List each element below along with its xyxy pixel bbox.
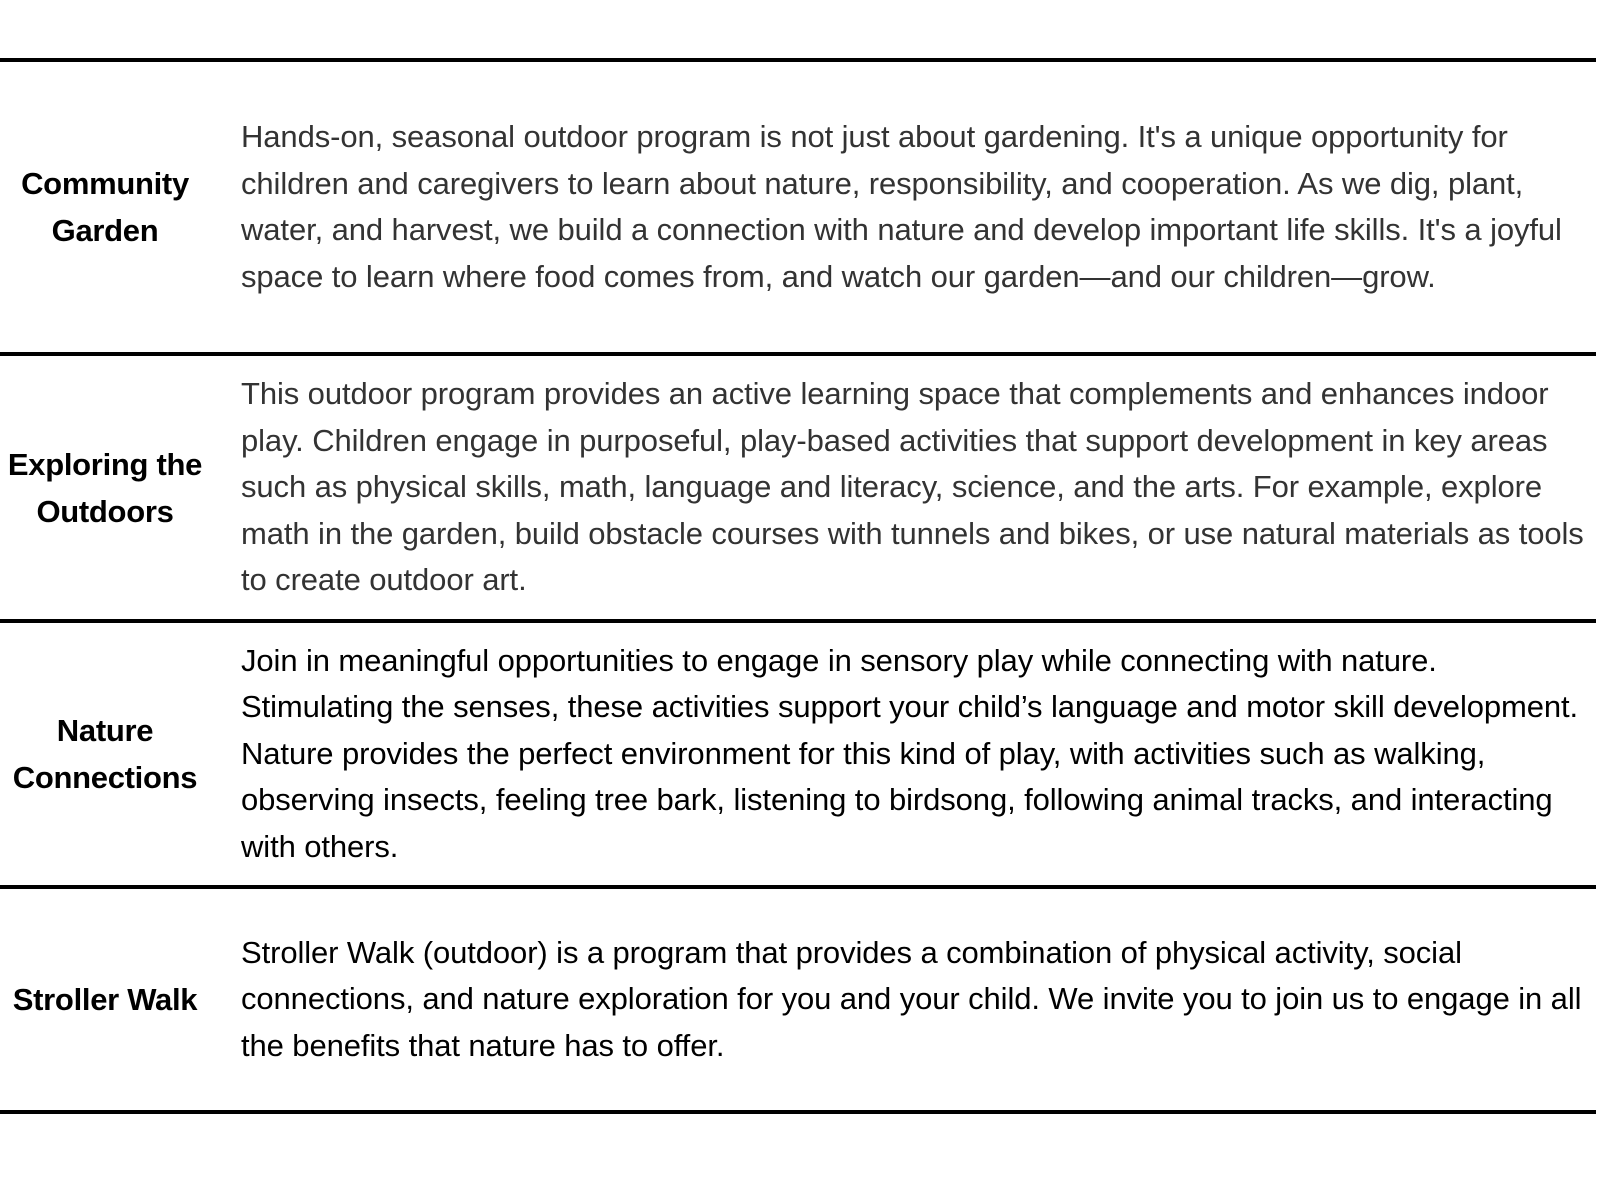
table-row (0, 58, 1596, 352)
table-row (0, 352, 1596, 619)
program-description: This outdoor program provides an active learning space that complements and enhances indoor play. Children engage in purposeful, play-based activities that support development in key areas such as physical skills, math, language and literacy, science, and the arts. For example, explore math in the garden, build obstacle courses with tunnels and bikes, or use natural materials as tools to create outdoor art. (241, 376, 1584, 598)
table-row (0, 619, 1596, 885)
program-description: Hands-on, seasonal outdoor program is not just about gardening. It's a unique opportunity for children and caregivers to learn about nature, responsibility, and cooperation. As we dig, plant, water, and harvest, we build a connection with nature and develop important life skills. It's a joyful space to learn where food comes from, and watch our garden—and our children—grow. (241, 119, 1562, 294)
program-name: Nature Connections (12, 713, 198, 795)
table-row (0, 885, 1596, 1114)
program-description: Stroller Walk (outdoor) is a program that provides a combination of physical activity, social connections, and nature exploration for you and your child. We invite you to join us to engage in all the benefits that nature has to offer. (241, 934, 1582, 1063)
program-name: Exploring the Outdoors (7, 446, 203, 529)
program-name: Community Garden (21, 166, 189, 248)
program-description: Join in meaningful opportunities to engage in sensory play while connecting with nature. Stimulating the senses, these activities support your child’s language and motor skill development. Nature provides the perfect environment for this kind of play, with activities such as walking, observing insects, feeling tree bark, listening to birdsong, following animal tracks, and interacting with others. (241, 642, 1579, 864)
program-name: Stroller Walk (12, 982, 198, 1017)
program-table (0, 58, 1596, 1114)
